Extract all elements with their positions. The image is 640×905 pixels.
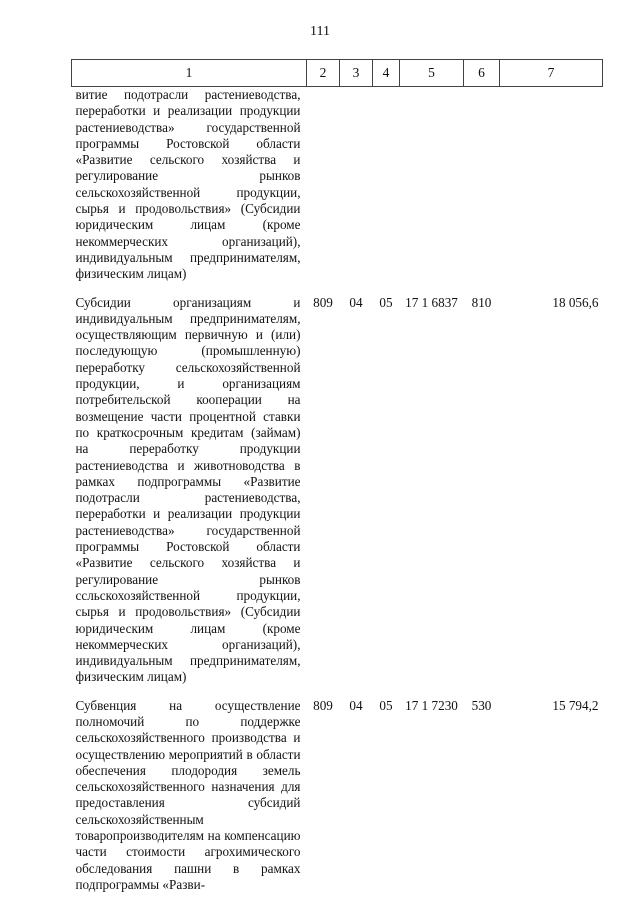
row-col7: 18 056,6	[552, 294, 599, 310]
row-col2: 809	[313, 294, 333, 310]
budget-table	[71, 59, 603, 893]
column-header-7: 7	[500, 60, 603, 87]
table-row	[72, 295, 603, 686]
row-description: витие подотрасли растениеводства, переработки и реализации продукции растениеводства» государственной программы Ростовской области «Развитие сельского хозяйства и регулирование рынков сельскохозяйственной продукции, сырья и продовольствия» (Субсидии юридическим лицам (кроме некоммерческих организаций), индивидуальным предпринимателям, физическим лицам)	[75, 87, 301, 282]
column-header-4: 4	[373, 60, 400, 87]
row-col3: 04	[349, 294, 363, 310]
row-col5: 17 1 6837	[405, 294, 458, 310]
row-col3: 04	[349, 697, 363, 713]
row-col6: 530	[471, 697, 492, 713]
row-col7: 15 794,2	[552, 697, 599, 713]
table-row	[72, 698, 603, 894]
row-col2	[307, 87, 340, 283]
column-header-1: 1	[72, 60, 307, 87]
row-col2: 809	[313, 697, 333, 713]
row-description: Субсидии организациям и индивидуальным предпринимателям, осуществляющим первичную и (или) последующую (промышленную) переработку сельскохозяйственной продукции, и организациям потребительской кооперации на возмещение части процентной ставки по краткосрочным кредитам (займам) на переработку продукции растениеводства и животноводства в рамках подпрограммы «Развитие подотрасли растениеводства, переработки и реализации продукции растениеводства» государственной программы Ростовской области «Развитие сельского хозяйства и регулирование рынков ссльскохозяйственной продукции, сырья и продовольствия» (Субсидии юридическим лицам (кроме некоммерческих организаций), индивидуальным предпринимателям, физическим лицам)	[75, 294, 301, 685]
table-header	[72, 60, 603, 87]
row-col3	[340, 87, 373, 283]
row-col6	[464, 87, 500, 283]
row-col7	[500, 87, 603, 283]
row-col5	[400, 87, 464, 283]
column-header-2: 2	[307, 60, 340, 87]
row-col4	[373, 87, 400, 283]
row-col5: 17 1 7230	[405, 697, 458, 713]
page-number: 111	[310, 24, 330, 39]
column-header-3: 3	[340, 60, 373, 87]
column-header-6: 6	[464, 60, 500, 87]
row-col4: 05	[379, 294, 393, 310]
row-description: Субвенция на осуществление полномочий по поддержке сельскохозяйственного производства и осуществлению мероприятий в области обеспечения плодородия земель сельскохозяйственного назначения для предоставления субсидий сельскохозяйственным товаропроизводителям на компенсацию части стоимости агрохимического обследования пашни в рамках подпрограммы «Разви-	[75, 697, 301, 892]
column-header-5: 5	[400, 60, 464, 87]
table-row	[72, 87, 603, 283]
row-col4: 05	[379, 697, 393, 713]
row-col6: 810	[471, 294, 492, 310]
